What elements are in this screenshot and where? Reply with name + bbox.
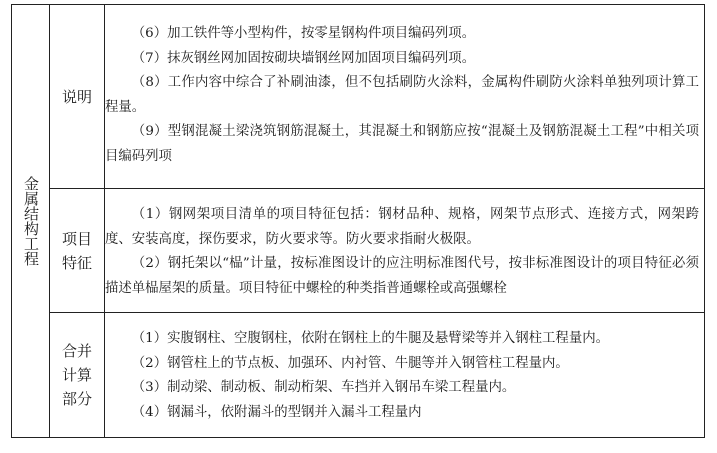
section-label: 说明 (61, 87, 92, 106)
section-content (105, 327, 699, 425)
list-item: （7）抹灰钢丝网加固按砌块墙钢丝网加固项目编码列项。 (131, 50, 476, 66)
section-label-cell (50, 5, 104, 188)
section-label: 合并计算部分 (61, 342, 92, 408)
section-label-cell (50, 313, 104, 437)
list-item: （1）钢网架项目清单的项目特征包括：钢材品种、规格，网架节点形式、连接方式，网架跨度、安装高度，探伤要求，防火要求等。防火要求指耐火极限。 (105, 207, 699, 247)
list-item: （2）钢管柱上的节点板、加强环、内衬管、牛腿等并入钢管柱工程量内。 (131, 355, 569, 371)
category-cell (12, 5, 50, 437)
divider-section-2 (50, 312, 704, 313)
spec-table (11, 4, 705, 438)
section-label-cell (50, 189, 104, 312)
list-item: （3）制动梁、制动板、制动桁架、车挡并入钢吊车梁工程量内。 (131, 380, 516, 395)
category-label: 金属结构工程 (22, 176, 40, 266)
divider-section-1 (50, 188, 704, 189)
list-item: （8）工作内容中综合了补刷油漆，但不包括刷防火涂料，金属构件刷防火涂料单独列项计算工程量。 (105, 75, 699, 115)
section-content (105, 203, 699, 301)
list-item: （9）型钢混凝土梁浇筑钢筋混凝土，其混凝土和钢筋应按“混凝土及钢筋混凝土工程”中相关项目编码列项 (105, 124, 699, 164)
list-item: （2）钢托架以“榀”计量，按标准图设计的应注明标准图代号，按非标准图设计的项目特征必须描述单榀屋架的质量。项目特征中螺栓的种类指普通螺栓或高强螺栓 (105, 256, 699, 296)
section-label: 项目特征 (61, 229, 92, 272)
section-content (105, 22, 699, 169)
list-item: （4）钢漏斗，依附漏斗的型钢并入漏斗工程量内 (131, 404, 422, 420)
list-item: （6）加工铁件等小型构件，按零星钢构件项目编码列项。 (131, 26, 476, 41)
list-item: （1）实腹钢柱、空腹钢柱，依附在钢柱上的牛腿及悬臂梁等并入钢柱工程量内。 (131, 331, 609, 346)
